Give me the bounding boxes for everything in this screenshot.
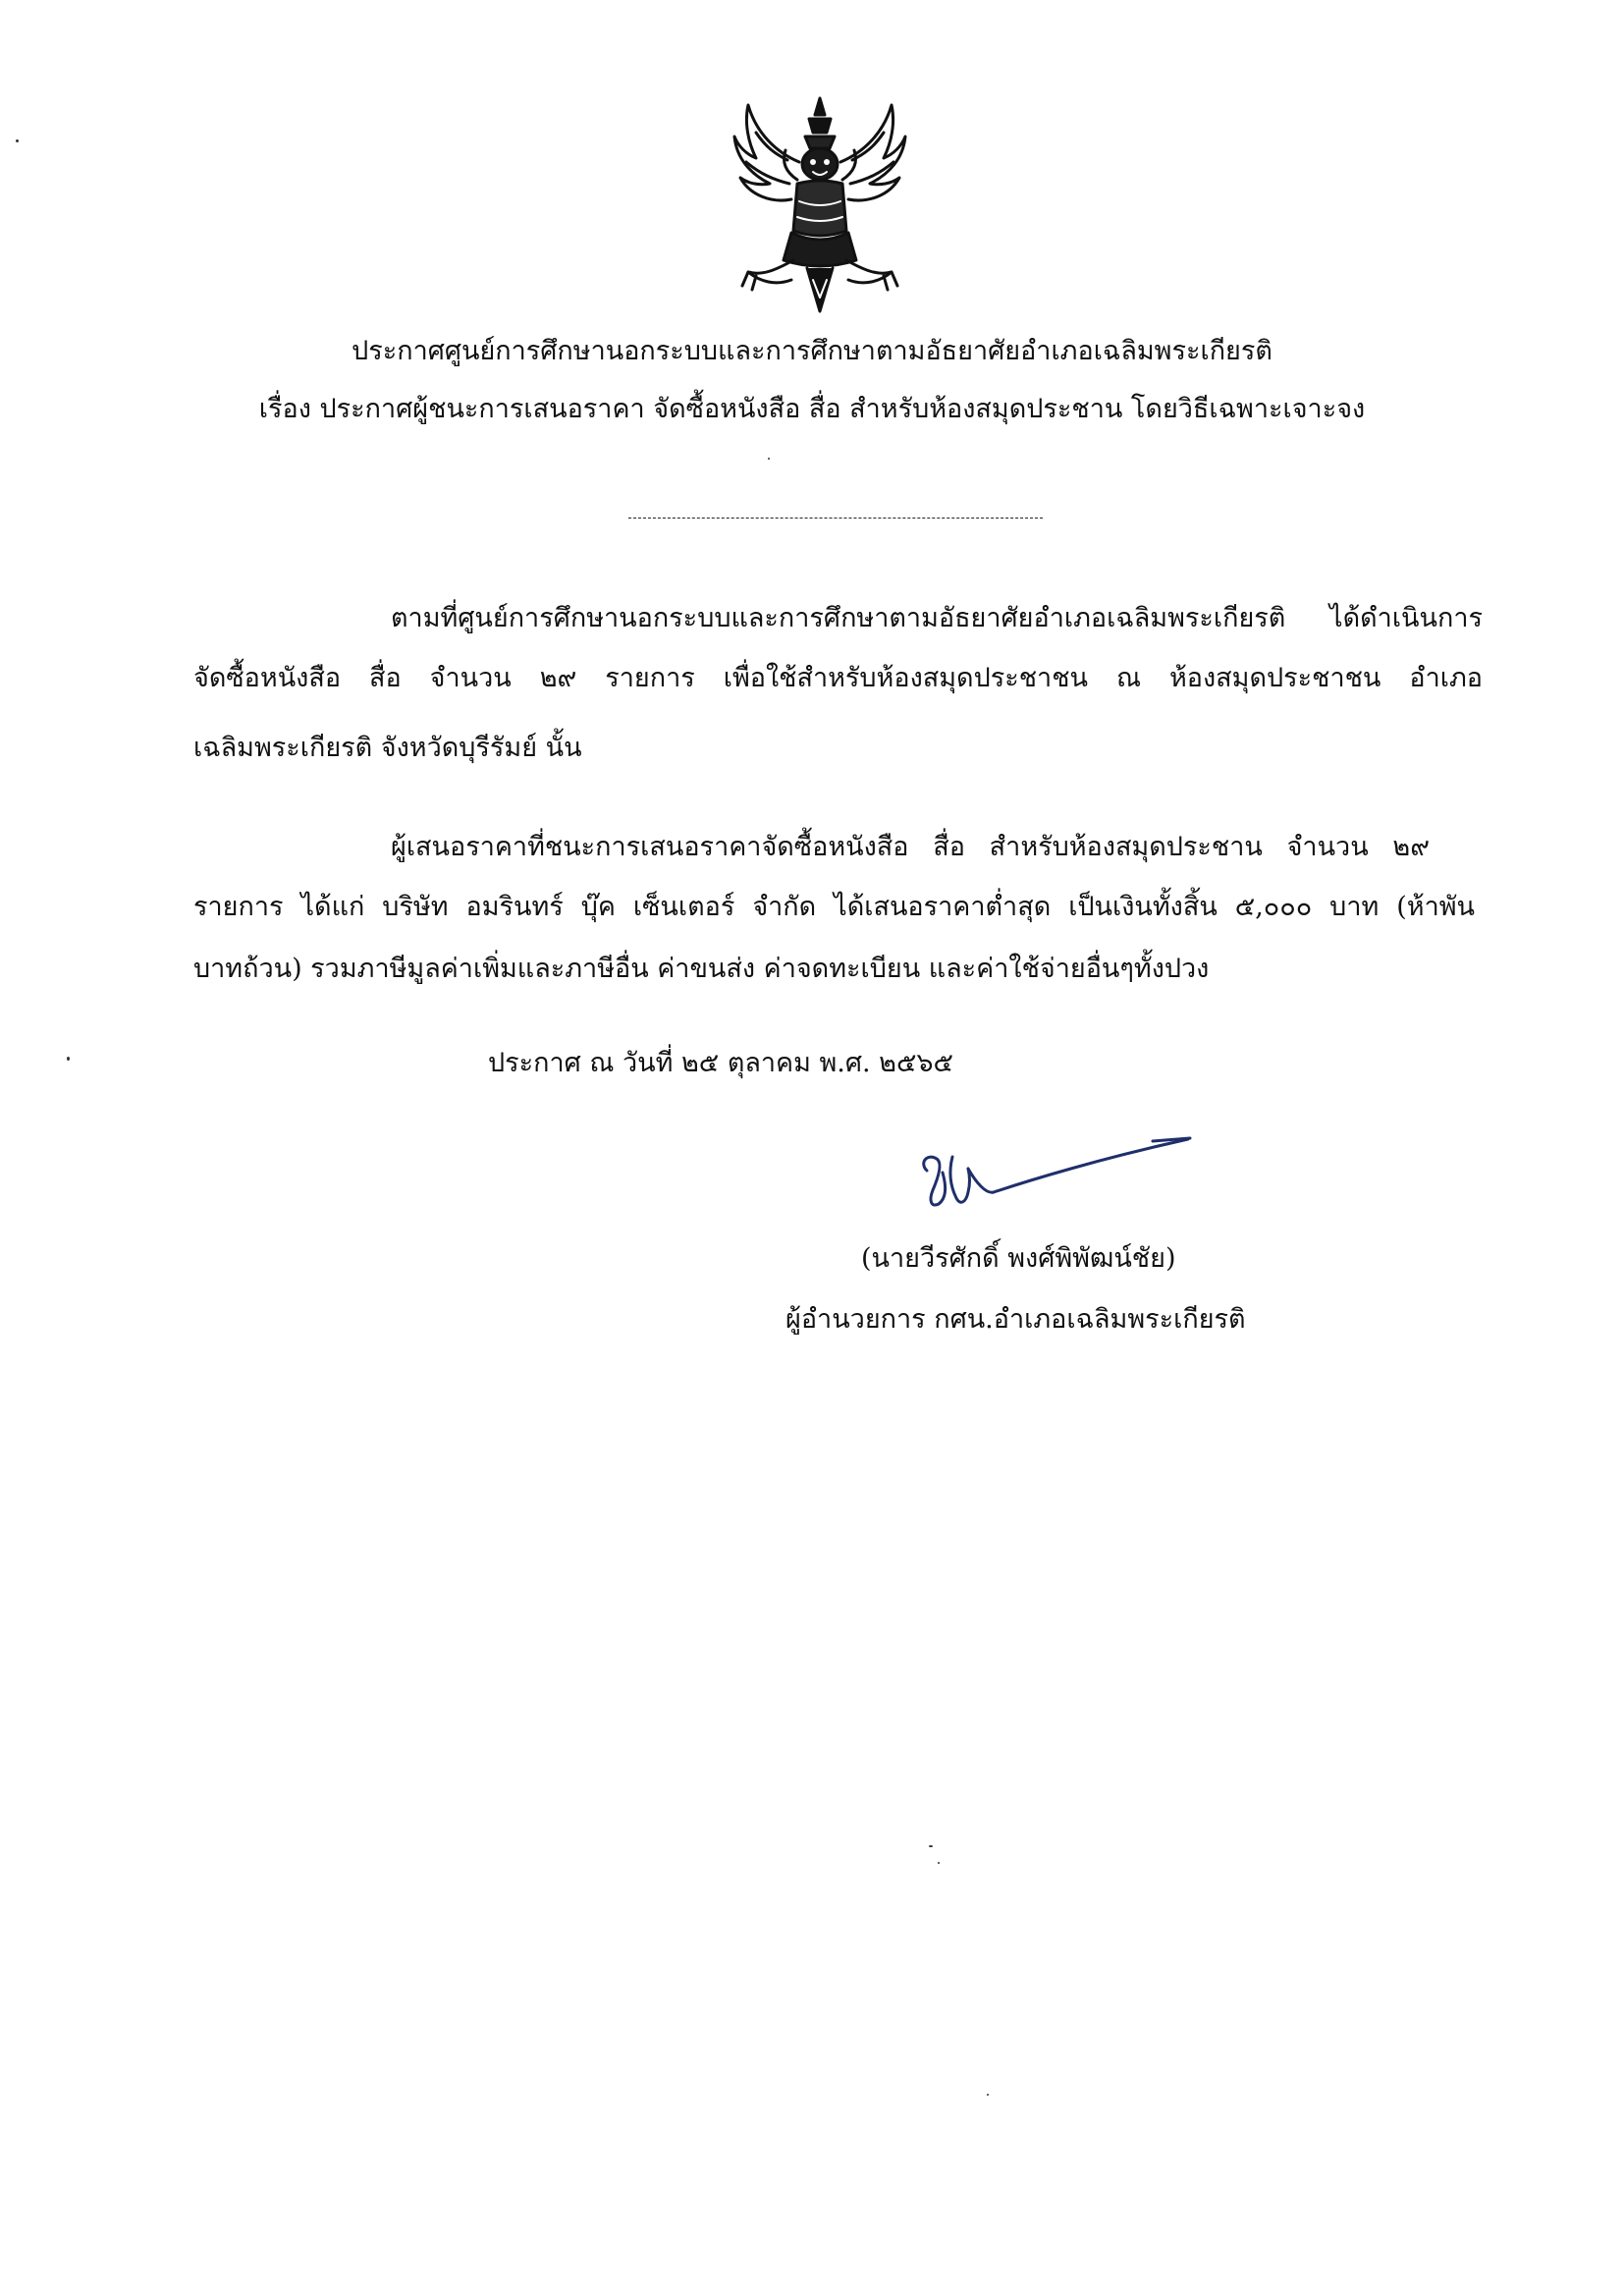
garuda-emblem-icon — [727, 93, 913, 319]
title-divider — [628, 518, 1043, 519]
document-subject: เรื่อง ประกาศผู้ชนะการเสนอราคา จัดซื้อหนังสือ สื่อ สำหรับห้องสมุดประชาน โดยวิธีเฉพาะเจาะจง — [258, 394, 1366, 424]
paragraph-2-line-2: รายการ ได้แก่ บริษัท อมรินทร์ บุ๊ค เซ็นเตอร์ จำกัด ได้เสนอราคาต่ำสุด เป็นเงินทั้งสิ้น ๕,๐๐๐ บาท (ห้าพัน — [193, 892, 1475, 922]
document-title: ประกาศศูนย์การศึกษานอกระบบและการศึกษาตามอัธยาศัยอำเภอเฉลิมพระเกียรติ — [352, 336, 1272, 366]
paragraph-2-line-3: บาทถ้วน) รวมภาษีมูลค่าเพิ่มและภาษีอื่น ค่าขนส่ง ค่าจดทะเบียน และค่าใช้จ่ายอื่นๆทั้งปวง — [193, 954, 1210, 984]
scan-speck — [67, 1057, 70, 1061]
scan-speck — [929, 1845, 933, 1847]
paragraph-2-line-1: ผู้เสนอราคาที่ชนะการเสนอราคาจัดซื้อหนังสือ สื่อ สำหรับห้องสมุดประชาน จำนวน ๒๙ — [391, 832, 1430, 862]
signatory-position: ผู้อำนวยการ กศน.อำเภอเฉลิมพระเกียรติ — [785, 1304, 1246, 1335]
scan-speck — [987, 2094, 989, 2096]
paragraph-1-line-3: เฉลิมพระเกียรติ จังหวัดบุรีรัมย์ นั้น — [193, 733, 582, 763]
signatory-name: (นายวีรศักดิ์ พงศ์พิพัฒน์ชัย) — [861, 1243, 1176, 1274]
handwritten-signature-icon — [913, 1129, 1198, 1228]
paragraph-1-line-2: จัดซื้อหนังสือ สื่อ จำนวน ๒๙ รายการ เพื่อใช้สำหรับห้องสมุดประชาชน ณ ห้องสมุดประชาชน อำเภอ — [193, 663, 1483, 693]
scan-speck — [768, 458, 770, 460]
scan-speck — [938, 1862, 940, 1864]
paragraph-1-line-1: ตามที่ศูนย์การศึกษานอกระบบและการศึกษาตามอัธยาศัยอำเภอเฉลิมพระเกียรติ ได้ดำเนินการ — [391, 603, 1483, 633]
announcement-date: ประกาศ ณ วันที่ ๒๕ ตุลาคม พ.ศ. ๒๕๖๕ — [488, 1048, 953, 1078]
scan-speck — [16, 139, 19, 142]
